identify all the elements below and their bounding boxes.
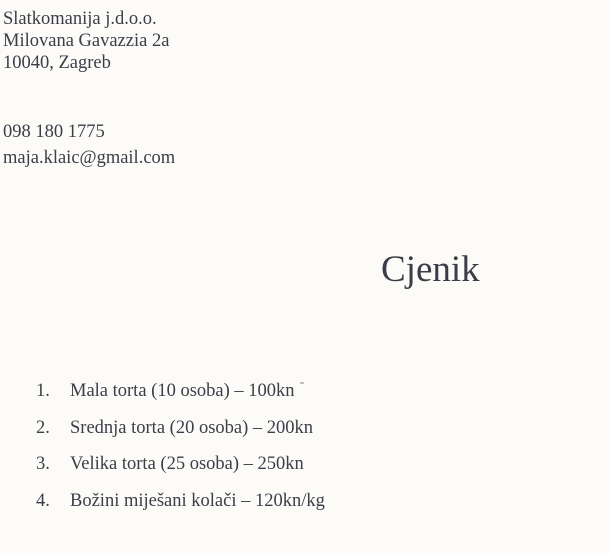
- list-item: [36, 417, 325, 454]
- item-text: Srednja torta (20 osoba) – 200kn: [70, 417, 314, 438]
- street-address: Milovana Gavazzia 2a: [3, 31, 170, 51]
- item-number: 1.: [36, 381, 50, 401]
- price-list: [36, 380, 325, 526]
- item-text: Mala torta (10 osoba) – 100kn: [70, 381, 295, 401]
- list-item: [36, 453, 325, 490]
- contact-info: [3, 119, 175, 171]
- item-number: 2.: [36, 417, 50, 438]
- company-name: Slatkomanija j.d.o.o.: [3, 9, 157, 29]
- page-title: Cjenik: [381, 249, 480, 290]
- item-number: 4.: [36, 490, 50, 511]
- sender-address: [3, 8, 169, 74]
- item-text: Velika torta (25 osoba) – 250kn: [70, 454, 304, 474]
- city-postal: 10040, Zagreb: [3, 53, 111, 73]
- item-text: Božini miješani kolači – 120kn/kg: [70, 490, 325, 511]
- list-item: [36, 380, 325, 417]
- email-address: maja.klaic@gmail.com: [3, 148, 176, 168]
- phone-number: 098 180 1775: [3, 122, 105, 142]
- item-number: 3.: [36, 454, 50, 474]
- list-item: [36, 490, 325, 527]
